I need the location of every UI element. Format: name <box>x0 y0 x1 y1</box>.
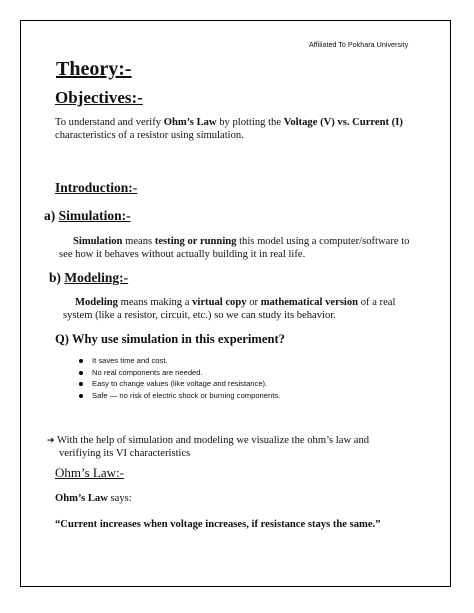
objectives-line-1: To understand and verify Ohm’s Law by plotting the Voltage (V) vs. Current (I) <box>55 117 403 128</box>
modeling-heading: b) Modeling:- <box>49 270 129 285</box>
modeling-line-1: Modeling means making a virtual copy or mathematical version of a real <box>75 297 396 308</box>
ohms-law-quote: “Current increases when voltage increases, if resistance stays the same.” <box>55 519 381 530</box>
list-item: Easy to change values (like voltage and resistance). <box>76 378 280 390</box>
theory-heading: Theory:- <box>56 58 132 80</box>
introduction-heading: Introduction:- <box>55 180 138 195</box>
objectives-line-2: characteristics of a resistor using simulation. <box>55 130 244 141</box>
ohms-law-heading: Ohm’s Law:- <box>55 465 124 480</box>
list-item: No real components are needed. <box>76 367 280 379</box>
list-item: It saves time and cost. <box>76 355 280 367</box>
ohms-law-says: Ohm’s Law says: <box>55 493 132 504</box>
note-line-2: verifiying its VI characteristics <box>59 448 191 459</box>
simulation-heading: a) Simulation:- <box>44 208 131 223</box>
why-simulation-list <box>76 355 280 401</box>
objectives-heading: Objectives:- <box>55 88 143 107</box>
affiliation-header: Affiliated To Pokhara University <box>309 40 409 49</box>
simulation-line-1: Simulation means testing or running this model using a computer/software to <box>73 236 410 247</box>
list-item: Safe — no risk of electric shock or burning components. <box>76 390 280 402</box>
simulation-line-2: see how it behaves without actually building it in real life. <box>59 249 306 260</box>
modeling-line-2: system (like a resistor, circuit, etc.) so we can study its behavior. <box>63 310 336 321</box>
why-simulation-question: Q) Why use simulation in this experiment? <box>55 332 285 346</box>
arrow-right-icon: ➔ <box>47 436 55 446</box>
note-line-1: ➔ With the help of simulation and modeling we visualize the ohm’s law and <box>47 435 370 446</box>
